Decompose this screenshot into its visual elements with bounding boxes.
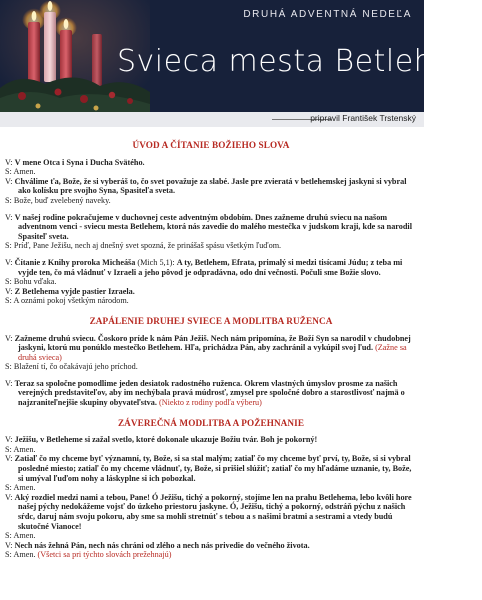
response-text: Amen.: [13, 550, 38, 560]
speaker-prefix: V:: [5, 540, 15, 550]
speaker-prefix: V:: [5, 454, 15, 464]
speaker-prefix: S:: [5, 277, 14, 287]
speaker-prefix: V:: [5, 286, 15, 296]
leader-line: [5, 177, 417, 196]
response-text: Blažení tí, čo očakávajú jeho príchod.: [13, 362, 138, 372]
speaker-prefix: S:: [5, 362, 14, 372]
response-line: [5, 531, 417, 541]
block-gap: [5, 372, 417, 379]
section-title: ZÁVEREČNÁ MODLITBA A POŽEHNANIE: [117, 417, 305, 428]
leader-text: A ty, Betlehem, Efrata, primalý si medzi tisícami Júdu; z teba mi vyjde ten, čo má vládnuť v Izraeli a jeho pôvod je odpradávna, odo dní večnosti. Počuli sme Božie slovo.: [18, 257, 403, 277]
response-line: [5, 483, 417, 493]
leader-line: [5, 258, 417, 277]
leader-text: Čítanie z Knihy proroka Micheáša: [14, 257, 138, 267]
leader-line: [5, 158, 417, 168]
leader-text: V mene Otca i Syna i Ducha Svätého.: [14, 157, 145, 167]
response-line: [5, 550, 417, 560]
section-title: ZAPÁLENIE DRUHEJ SVIECE A MODLITBA RUŽENCA: [89, 315, 333, 326]
speaker-prefix: S:: [5, 241, 14, 251]
response-text: Amen.: [13, 531, 36, 541]
speaker-prefix: V:: [5, 176, 15, 186]
rubric-note: (Zažne sa druhá svieca): [18, 343, 407, 362]
leader-text: Zatiaľ čo my chceme byť významní, ty, Bože, si sa stal malým; zatiaľ čo my chceme byť prví, ty, Bože, si si vybral posledné miesto; zatiaľ čo my chceme vládnuť, ty, Bože, si prišiel slúžiť; zatiaľ čo my hľadáme uznanie, ty, Bože, si umýval ľuďom nohy a láskyplne si ich pobozkal.: [14, 454, 412, 483]
page-title: Svieca mesta Betlehem: [117, 44, 482, 79]
response-text: Amen.: [13, 167, 36, 177]
author-band: [0, 112, 424, 127]
block-gap: [5, 206, 417, 213]
leader-text: V našej rodine pokračujeme v duchovnej ceste adventným obdobím. Dnes zažneme druhú sviecu na našom adventnom venci - sviecu mesta Betlehem, ktorá nás zavedie do malého mestečka v judskom kraji, kde sa narodil Spasiteľ sveta.: [14, 212, 412, 241]
speaker-prefix: V:: [5, 435, 15, 445]
leader-text: Zažneme druhú sviecu. Čoskoro príde k nám Pán Ježiš. Nech nám pripomína, že Boží Syn sa narodil v chudobnej jaskyni, ktorú mu ponúklo mestečko Betlehem. Hľa, prichádza Pán, aby zachránil a vykúpil svoj ľud.: [14, 333, 411, 353]
response-text: (Mich 5,1):: [137, 257, 177, 267]
leader-text: Nech nás žehná Pán, nech nás chráni od zlého a nech nás privedie do večného života.: [14, 540, 310, 550]
response-text: Amen.: [13, 444, 36, 454]
header-banner: [0, 0, 482, 127]
speaker-prefix: S:: [5, 195, 14, 205]
response-line: [5, 362, 417, 372]
leader-line: [5, 541, 417, 551]
speaker-prefix: V:: [5, 157, 15, 167]
speaker-prefix: V:: [5, 333, 15, 343]
leader-line: [5, 454, 417, 483]
leader-line: [5, 379, 417, 408]
leader-line: [5, 334, 417, 363]
speaker-prefix: V:: [5, 378, 15, 388]
speaker-prefix: S:: [5, 483, 14, 493]
leader-text: Ježišu, v Betleheme si zažal svetlo, ktoré dokonale ukazuje Božiu tvár. Boh je pokorný!: [14, 435, 318, 445]
response-text: Príď, Pane Ježišu, nech aj dnešný svet spozná, že prinášaš spásu všetkým ľuďom.: [13, 241, 282, 251]
response-line: [5, 277, 417, 287]
leader-text: Aký rozdiel medzi nami a tebou, Pane! Ó Ježišu, tichý a pokorný, stojíme len na prahu Betlehema, lebo kvôli hore našej pýchy nedokážeme vojsť do úzkeho priestoru jaskyne. Ó, Ježišu, tichý a pokorný, odstráň pýchu z našich sŕdc, daruj nám svoju pokoru, aby sme sa mohli stretnúť s tebou a s našimi bratmi a sestrami a vtedy budú skutočné Vianoce!: [14, 492, 412, 531]
speaker-prefix: V:: [5, 212, 15, 222]
speaker-prefix: S:: [5, 167, 14, 177]
speaker-prefix: S:: [5, 550, 14, 560]
leader-line: [5, 435, 417, 445]
response-text: Bože, buď zvelebený naveky.: [13, 195, 111, 205]
section-title: ÚVOD A ČÍTANIE BOŽIEHO SLOVA: [132, 140, 290, 150]
response-line: [5, 296, 417, 306]
speaker-prefix: S:: [5, 531, 14, 541]
response-line: [5, 241, 417, 251]
speaker-prefix: V:: [5, 492, 15, 502]
leader-text: Teraz sa spoločne pomodlime jeden desiatok radostného ruženca. Okrem vlastných úmyslov prosme za našich verejných predstaviteľov, aby im nechýbala pravá múdrosť, zmysel pre spoločné dobro a starostlivosť najmä o najzraniteľnejšie skupiny obyvateľstva.: [14, 378, 405, 408]
response-line: [5, 167, 417, 177]
leader-line: [5, 493, 417, 531]
block-gap: [5, 251, 417, 258]
rubric-note: (Niekto z rodiny podľa výberu): [158, 398, 262, 408]
response-text: Bohu vďaka.: [13, 277, 57, 287]
overtitle: DRUHÁ ADVENTNÁ NEDEĽA: [243, 9, 412, 20]
response-line: [5, 445, 417, 455]
leader-line: [5, 213, 417, 242]
speaker-prefix: V:: [5, 257, 15, 267]
response-text: Amen.: [13, 483, 36, 493]
response-text: A oznámi pokoj všetkým národom.: [13, 296, 129, 306]
leader-text: Chválime ťa, Bože, že si vyberáš to, čo svet považuje za slabé. Jasle pre zvieratá v betlehemskej jaskyni si vybral ako kolísku pre svojho Syna, Spasiteľa sveta.: [14, 176, 407, 196]
speaker-prefix: S:: [5, 296, 14, 306]
prayer-content: [0, 127, 424, 560]
speaker-prefix: S:: [5, 444, 14, 454]
author-credit: pripravil František Trstenský: [310, 113, 416, 123]
leader-line: [5, 287, 417, 297]
response-line: [5, 196, 417, 206]
rubric-note: (Všetci sa pri týchto slovách prežehnajú): [37, 550, 172, 560]
leader-text: Z Betlehema vyjde pastier Izraela.: [14, 286, 135, 296]
